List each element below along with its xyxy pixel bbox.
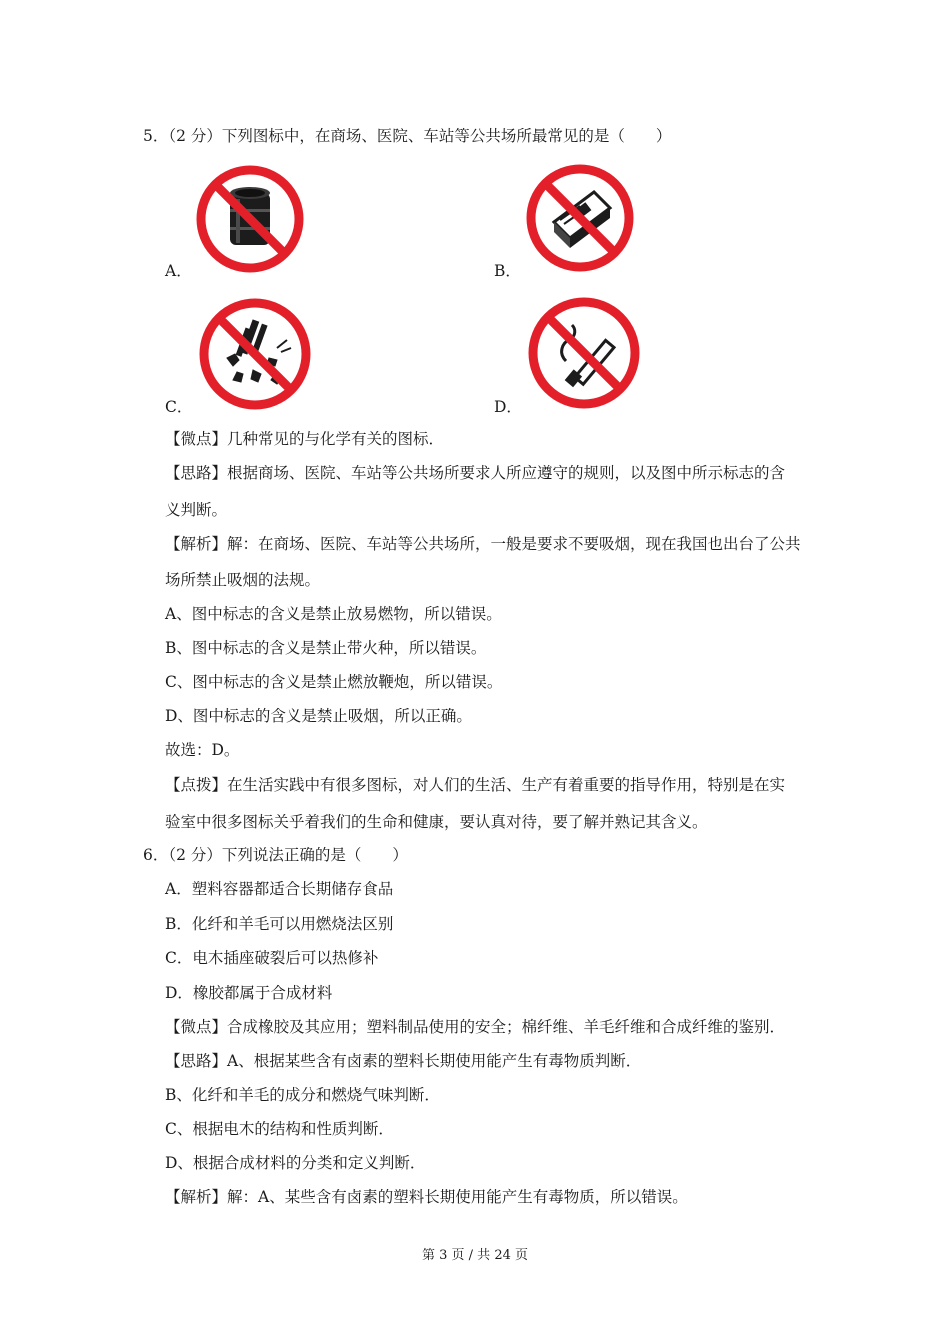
q6-option-c: C．电木插座破裂后可以热修补 xyxy=(165,949,379,967)
question-6-stem: 6．（2 分）下列说法正确的是（ ） xyxy=(143,846,408,864)
q5-answer: 故选：D。 xyxy=(165,741,240,759)
q6-silu-c: C、根据电木的结构和性质判断． xyxy=(165,1120,394,1138)
q5-jiexi-line-1: 【解析】解：在商场、医院、车站等公共场所，一般是要求不要吸烟，现在我国也出台了公共 xyxy=(165,535,801,553)
q6-silu-a: 【思路】A、根据某些含有卤素的塑料长期使用能产生有毒物质判断． xyxy=(165,1052,642,1070)
q6-option-d: D．橡胶都属于合成材料 xyxy=(165,984,333,1002)
q5-dianbo-line-2: 验室中很多图标关乎着我们的生命和健康，要认真对待，要了解并熟记其含义。 xyxy=(165,813,708,831)
no-matches-icon xyxy=(524,162,636,274)
option-d-label: D． xyxy=(494,398,522,416)
no-flammable-barrel-icon xyxy=(194,163,306,275)
q6-silu-b: B、化纤和羊毛的成分和燃烧气味判断． xyxy=(165,1086,440,1104)
page-footer: 第 3 页 / 共 24 页 xyxy=(422,1248,528,1263)
q5-analysis-a: A、图中标志的含义是禁止放易燃物，所以错误。 xyxy=(165,605,502,623)
q5-silu-line-2: 义判断。 xyxy=(165,501,228,519)
question-5-stem: 5．（2 分）下列图标中，在商场、医院、车站等公共场所最常见的是（ ） xyxy=(143,127,672,145)
q5-analysis-b: B、图中标志的含义是禁止带火种，所以错误。 xyxy=(165,639,487,657)
q5-silu-line-1: 【思路】根据商场、医院、车站等公共场所要求人所应遵守的规则，以及图中所示标志的含 xyxy=(165,464,786,482)
q6-weidian: 【微点】合成橡胶及其应用；塑料制品使用的安全；棉纤维、羊毛纤维和合成纤维的鉴别． xyxy=(165,1018,786,1036)
option-b-label: B． xyxy=(494,262,521,280)
q5-analysis-c: C、图中标志的含义是禁止燃放鞭炮，所以错误。 xyxy=(165,673,503,691)
q5-analysis-d: D、图中标志的含义是禁止吸烟，所以正确。 xyxy=(165,707,472,725)
q5-jiexi-line-2: 场所禁止吸烟的法规。 xyxy=(165,571,321,589)
no-smoking-icon xyxy=(526,295,642,411)
q6-option-b: B．化纤和羊毛可以用燃烧法区别 xyxy=(165,915,394,933)
q6-silu-d: D、根据合成材料的分类和定义判断． xyxy=(165,1154,426,1172)
q5-weidian: 【微点】几种常见的与化学有关的图标． xyxy=(165,430,445,448)
option-a-label: A． xyxy=(165,262,192,280)
q6-jiexi-a: 【解析】解：A、某些含有卤素的塑料长期使用能产生有毒物质，所以错误。 xyxy=(165,1188,688,1206)
q6-option-a: A．塑料容器都适合长期储存食品 xyxy=(165,880,394,898)
no-firecrackers-icon xyxy=(197,296,313,412)
option-c-label: C． xyxy=(165,398,193,416)
q5-dianbo-line-1: 【点拨】在生活实践中有很多图标，对人们的生活、生产有着重要的指导作用，特别是在实 xyxy=(165,776,786,794)
